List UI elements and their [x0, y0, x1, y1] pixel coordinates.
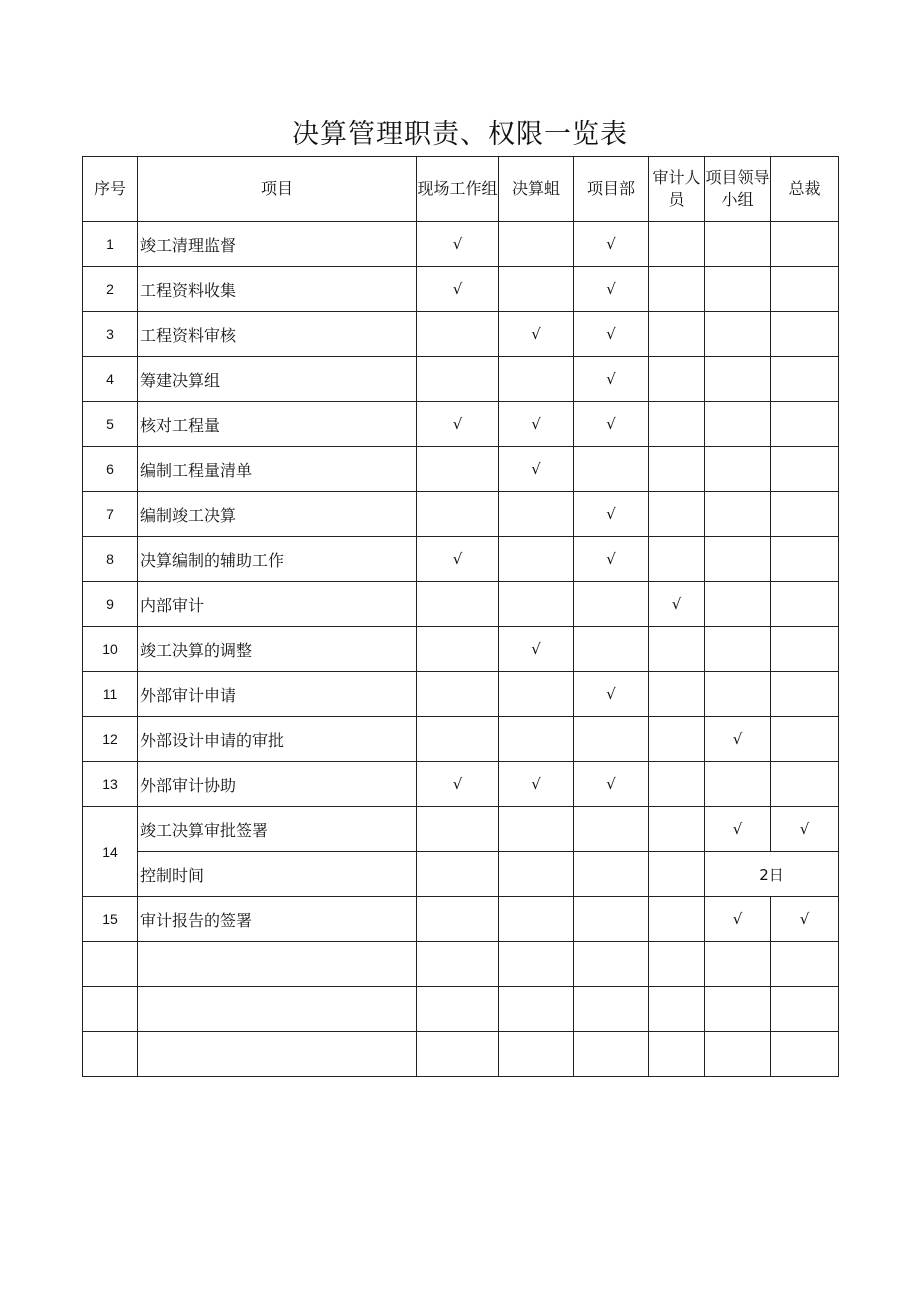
check-mark [417, 447, 499, 492]
check-mark: √ [499, 762, 574, 807]
check-mark [649, 672, 705, 717]
header-leadership-group: 项目领导小组 [705, 157, 771, 222]
table-row [83, 312, 839, 357]
check-mark [771, 222, 839, 267]
row-item: 内部审计 [138, 582, 417, 627]
check-mark [649, 807, 705, 852]
check-mark: √ [499, 402, 574, 447]
check-mark [499, 537, 574, 582]
check-mark [417, 717, 499, 762]
check-mark [705, 942, 771, 987]
header-item: 项目 [138, 157, 417, 222]
check-mark [771, 987, 839, 1032]
row-item: 审计报告的签署 [138, 897, 417, 942]
check-mark [649, 222, 705, 267]
check-mark [705, 357, 771, 402]
check-mark: √ [705, 897, 771, 942]
check-mark: √ [771, 807, 839, 852]
check-mark [771, 312, 839, 357]
header-auditor: 审计人员 [649, 157, 705, 222]
table-row [83, 897, 839, 942]
table-row [83, 537, 839, 582]
row-number: 2 [83, 267, 138, 312]
table-row [83, 627, 839, 672]
header-project-dept: 项目部 [574, 157, 649, 222]
table-row [83, 222, 839, 267]
table-row [83, 582, 839, 627]
check-mark [499, 987, 574, 1032]
check-mark [499, 717, 574, 762]
check-mark: √ [417, 222, 499, 267]
row-item: 决算编制的辅助工作 [138, 537, 417, 582]
row-number: 1 [83, 222, 138, 267]
check-mark [705, 312, 771, 357]
check-mark [574, 897, 649, 942]
check-mark [705, 627, 771, 672]
check-mark [417, 627, 499, 672]
row-item [138, 942, 417, 987]
check-mark [499, 672, 574, 717]
check-mark: √ [705, 717, 771, 762]
row-number [83, 987, 138, 1032]
row-item: 竣工清理监督 [138, 222, 417, 267]
table-row [83, 357, 839, 402]
control-time-value: 2日 [705, 852, 839, 897]
row-item: 编制工程量清单 [138, 447, 417, 492]
check-mark: √ [499, 312, 574, 357]
check-mark: √ [705, 807, 771, 852]
check-mark [649, 492, 705, 537]
header-settlement-group: 决算蛆 [499, 157, 574, 222]
check-mark [417, 807, 499, 852]
check-mark [649, 627, 705, 672]
table-row [83, 447, 839, 492]
check-mark [574, 1032, 649, 1077]
table-row [83, 267, 839, 312]
check-mark [649, 762, 705, 807]
check-mark [649, 852, 705, 897]
check-mark: √ [574, 267, 649, 312]
check-mark [417, 852, 499, 897]
table-row [83, 492, 839, 537]
check-mark [771, 762, 839, 807]
row-number [83, 942, 138, 987]
table-row [83, 807, 839, 852]
check-mark: √ [649, 582, 705, 627]
check-mark [705, 447, 771, 492]
check-mark [499, 582, 574, 627]
row-item: 核对工程量 [138, 402, 417, 447]
header-president: 总裁 [771, 157, 839, 222]
row-item: 控制时间 [138, 852, 417, 897]
check-mark: √ [574, 312, 649, 357]
row-number: 10 [83, 627, 138, 672]
row-item: 工程资料审核 [138, 312, 417, 357]
check-mark [705, 672, 771, 717]
row-item [138, 987, 417, 1032]
check-mark: √ [771, 897, 839, 942]
check-mark [771, 492, 839, 537]
check-mark: √ [417, 267, 499, 312]
check-mark [649, 1032, 705, 1077]
row-number: 15 [83, 897, 138, 942]
row-item: 筹建决算组 [138, 357, 417, 402]
row-number: 14 [83, 807, 138, 897]
check-mark [499, 852, 574, 897]
check-mark [574, 582, 649, 627]
row-number: 11 [83, 672, 138, 717]
check-mark [649, 537, 705, 582]
check-mark [499, 897, 574, 942]
row-item: 竣工决算审批签署 [138, 807, 417, 852]
check-mark [705, 492, 771, 537]
row-number: 8 [83, 537, 138, 582]
check-mark [649, 987, 705, 1032]
check-mark [771, 672, 839, 717]
table-row [83, 402, 839, 447]
check-mark: √ [574, 402, 649, 447]
check-mark [417, 987, 499, 1032]
check-mark [649, 312, 705, 357]
check-mark [574, 627, 649, 672]
check-mark [417, 312, 499, 357]
table-row [83, 852, 839, 897]
row-item: 工程资料收集 [138, 267, 417, 312]
empty-row [83, 942, 839, 987]
row-number: 7 [83, 492, 138, 537]
check-mark [417, 897, 499, 942]
check-mark [771, 717, 839, 762]
check-mark [649, 447, 705, 492]
row-item: 外部审计申请 [138, 672, 417, 717]
check-mark: √ [417, 402, 499, 447]
check-mark [417, 357, 499, 402]
check-mark [499, 222, 574, 267]
check-mark [649, 942, 705, 987]
header-no: 序号 [83, 157, 138, 222]
check-mark [574, 807, 649, 852]
check-mark [771, 942, 839, 987]
check-mark: √ [574, 762, 649, 807]
row-number [83, 1032, 138, 1077]
check-mark [417, 582, 499, 627]
check-mark [649, 402, 705, 447]
check-mark [705, 1032, 771, 1077]
check-mark [499, 267, 574, 312]
check-mark: √ [417, 537, 499, 582]
check-mark [705, 987, 771, 1032]
check-mark [705, 762, 771, 807]
check-mark: √ [499, 627, 574, 672]
check-mark [771, 267, 839, 312]
header-site-team: 现场工作组 [417, 157, 499, 222]
row-number: 9 [83, 582, 138, 627]
check-mark [417, 672, 499, 717]
table-row [83, 672, 839, 717]
check-mark [574, 987, 649, 1032]
check-mark [705, 402, 771, 447]
row-number: 13 [83, 762, 138, 807]
check-mark [649, 357, 705, 402]
check-mark: √ [499, 447, 574, 492]
check-mark: √ [574, 492, 649, 537]
check-mark [649, 717, 705, 762]
responsibility-table [82, 156, 839, 1077]
check-mark [771, 357, 839, 402]
check-mark [417, 1032, 499, 1077]
check-mark [499, 357, 574, 402]
check-mark [574, 447, 649, 492]
check-mark: √ [417, 762, 499, 807]
check-mark [499, 807, 574, 852]
check-mark [705, 222, 771, 267]
row-number: 6 [83, 447, 138, 492]
check-mark [705, 582, 771, 627]
row-number: 5 [83, 402, 138, 447]
check-mark [771, 627, 839, 672]
header-row [83, 157, 839, 222]
check-mark [705, 537, 771, 582]
check-mark [417, 492, 499, 537]
check-mark [771, 1032, 839, 1077]
row-number: 4 [83, 357, 138, 402]
check-mark [499, 1032, 574, 1077]
check-mark [771, 537, 839, 582]
check-mark [499, 492, 574, 537]
table-row [83, 762, 839, 807]
row-item: 竣工决算的调整 [138, 627, 417, 672]
row-item: 外部审计协助 [138, 762, 417, 807]
check-mark [574, 717, 649, 762]
empty-row [83, 1032, 839, 1077]
page-title: 决算管理职责、权限一览表 [292, 119, 628, 150]
check-mark [649, 267, 705, 312]
check-mark [771, 447, 839, 492]
empty-row [83, 987, 839, 1032]
row-item: 外部设计申请的审批 [138, 717, 417, 762]
check-mark: √ [574, 357, 649, 402]
check-mark [574, 942, 649, 987]
check-mark [417, 942, 499, 987]
check-mark: √ [574, 537, 649, 582]
check-mark [499, 942, 574, 987]
table-row [83, 717, 839, 762]
row-number: 12 [83, 717, 138, 762]
check-mark: √ [574, 222, 649, 267]
check-mark: √ [574, 672, 649, 717]
row-number: 3 [83, 312, 138, 357]
check-mark [771, 402, 839, 447]
check-mark [705, 267, 771, 312]
check-mark [574, 852, 649, 897]
check-mark [649, 897, 705, 942]
row-item: 编制竣工决算 [138, 492, 417, 537]
row-item [138, 1032, 417, 1077]
check-mark [771, 582, 839, 627]
